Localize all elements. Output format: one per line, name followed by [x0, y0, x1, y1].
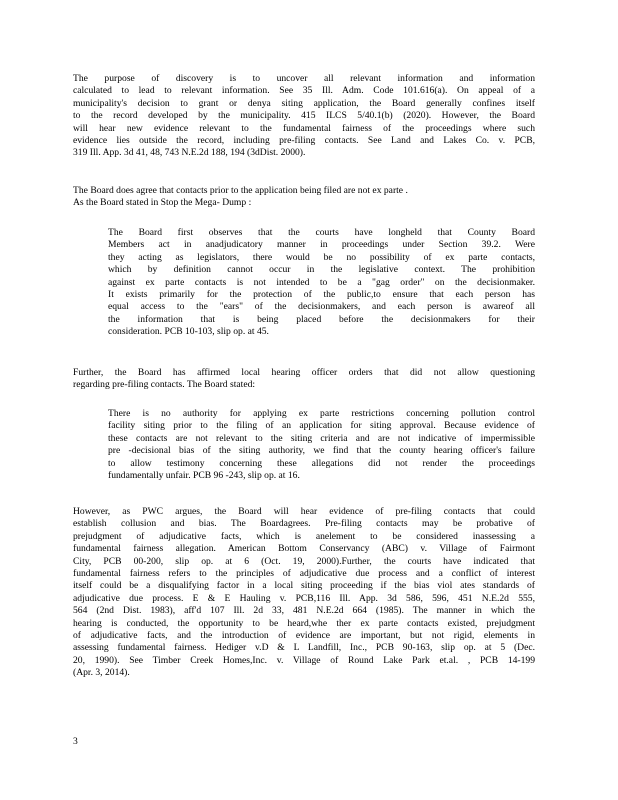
block-quote-mega-dump: [108, 227, 535, 339]
text-line: 319 Ill. App. 3d 41, 48, 743 N.E.2d 188, 194 (3dDist. 2000).: [73, 147, 306, 159]
text-line: It exists primarily for the protection of the public,to ensure that each person has: [108, 289, 535, 301]
text-line: municipality's decision to grant or denya siting application, the Board generally confines itself: [73, 97, 535, 109]
text-line: equal access to the "ears" of the decisionmakers, and each person is awareof all: [108, 301, 535, 313]
text-line: establish collusion and bias. The Boardagrees. Pre-filing contacts may be probative of: [73, 518, 535, 530]
text-line: pre -decisional bias of the siting authority, we find that the county hearing officer's failure: [108, 445, 535, 457]
text-line: fundamental fairness allegation. American Bottom Conservancy (ABC) v. Village of Fairmont: [73, 543, 535, 555]
text-line: calculated to lead to relevant information. See 35 Ill. Adm. Code 101.616(a). On appeal of a: [73, 85, 535, 97]
text-line: The Board first observes that the courts have longheld that County Board: [108, 227, 535, 238]
text-line: City, PCB 00-200, slip op. at 6 (Oct. 19, 2000).Further, the courts have indicated that: [73, 555, 535, 567]
block-quote-ex-parte: [108, 408, 535, 482]
text-line: itself could be a disqualifying factor in a local siting proceeding if the bias viol ates standards of: [73, 580, 535, 592]
text-line: fundamental fairness refers to the principles of adjudicative due process and a conflict of interest: [73, 568, 535, 580]
page-number: 3: [73, 736, 78, 747]
text-line: 20, 1990). See Timber Creek Homes,Inc. v. Village of Round Lake Park et.al. , PCB 14-199: [73, 654, 535, 666]
text-line: facility siting prior to the filing of an application for siting approval. Because evidence of: [108, 420, 535, 432]
text-line: these contacts are not relevant to the siting criteria and are not indicative of impermissible: [108, 432, 535, 444]
text-line: As the Board stated in Stop the Mega- Dump :: [73, 197, 252, 209]
paragraph-pwc-argues: [73, 506, 535, 680]
text-line: prejudgment of adjudicative facts, which is anelement to be considered inassessing a: [73, 530, 535, 542]
text-line: will hear new evidence relevant to the fundamental fairness of the proceedings where such: [73, 122, 535, 134]
text-line: Members act in anadjudicatory manner in proceedings under Section 39.2. Were: [108, 239, 535, 251]
text-line: (Apr. 3, 2014).: [73, 667, 130, 679]
text-line: consideration. PCB 10-103, slip op. at 45.: [108, 326, 269, 338]
text-line: The purpose of discovery is to uncover all relevant information and information: [73, 73, 535, 84]
text-line: regarding pre-filing contacts. The Board stated:: [73, 379, 256, 391]
text-line: they acting as legislators, there would be no possibility of ex parte contacts,: [108, 251, 535, 263]
text-line: assessing fundamental fairness. Hediger v.D & L Landfill, Inc., PCB 90-163, slip op. at 5 (Dec.: [73, 642, 535, 654]
text-line: However, as PWC argues, the Board will hear evidence of pre-filing contacts that could: [73, 506, 535, 517]
text-line: There is no authority for applying ex parte restrictions concerning pollution control: [108, 408, 535, 419]
text-line: against ex parte contacts is not intended to be a "gag order" on the decisionmaker.: [108, 276, 535, 288]
text-line: 564 (2nd Dist. 1983), aff'd 107 Ill. 2d 33, 481 N.E.2d 664 (1985). The manner in which the: [73, 605, 535, 617]
text-line: of adjudicative facts, and the introduction of evidence are important, but not rigid, elements in: [73, 630, 535, 642]
paragraph-discovery: [73, 73, 535, 160]
text-line: Further, the Board has affirmed local hearing officer orders that did not allow questioning: [73, 367, 535, 378]
text-line: adjudicative due process. E & E Hauling v. PCB,116 Ill. App. 3d 586, 596, 451 N.E.2d 555,: [73, 592, 535, 604]
text-line: evidence lies outside the record, including pre-filing contacts. See Land and Lakes Co. v. PCB,: [73, 135, 535, 147]
paragraph-hearing-officer: [73, 367, 535, 392]
text-line: fundamentally unfair. PCB 96 -243, slip op. at 16.: [108, 470, 300, 482]
paragraph-contacts: [73, 185, 535, 210]
text-line: The Board does agree that contacts prior to the application being filed are not ex parte .: [73, 185, 408, 196]
text-line: to the record developed by the municipality. 415 ILCS 5/40.1(b) (2020). However, the Board: [73, 110, 535, 122]
text-line: the information that is being placed before the decisionmakers for their: [108, 313, 535, 325]
text-line: which by definition cannot occur in the legislative context. The prohibition: [108, 264, 535, 276]
text-line: hearing is conducted, the opportunity to be heard,whe ther ex parte contacts existed, prejudgment: [73, 617, 535, 629]
text-line: to allow testimony concerning these allegations did not render the proceedings: [108, 457, 535, 469]
